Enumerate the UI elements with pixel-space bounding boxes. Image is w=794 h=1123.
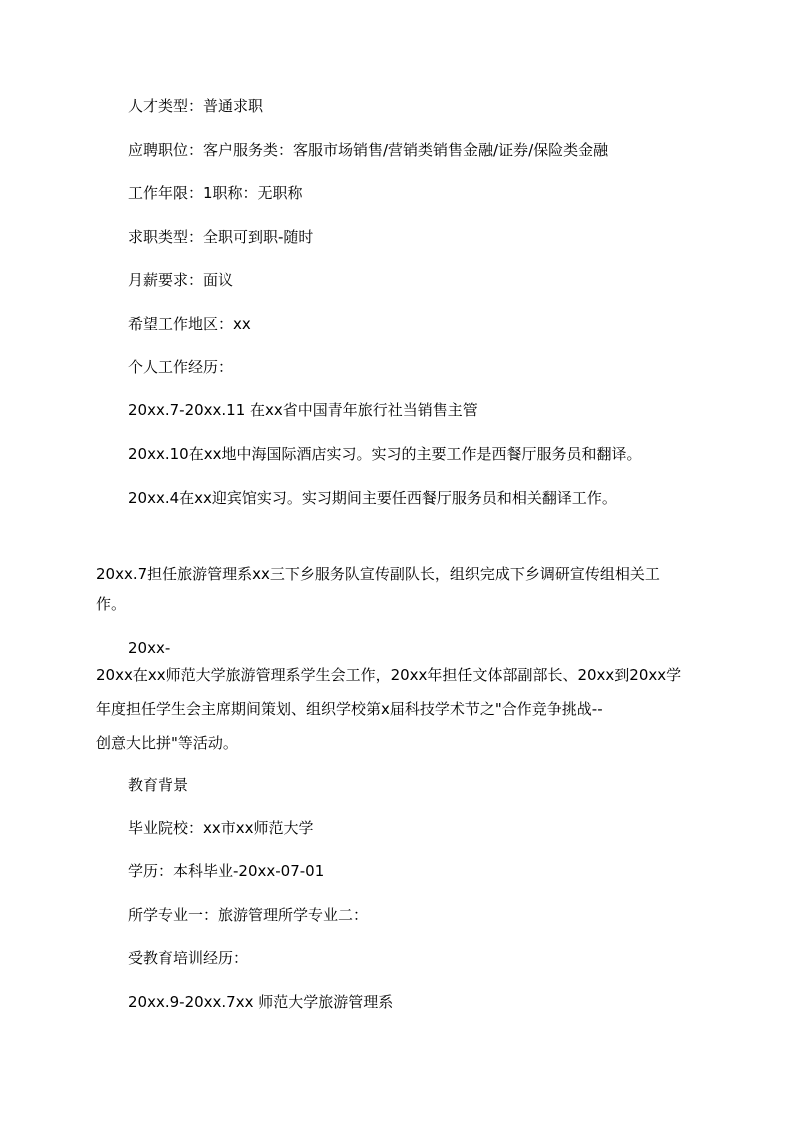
training-heading: 受教育培训经历： [128,949,249,967]
work-history-item: 20xx.7-20xx.11 在xx省中国青年旅行社当销售主管 [128,401,478,419]
activity-paragraph-line: 创意大比拼"等活动。 [96,734,238,752]
work-years-line: 工作年限：1职称：无职称 [128,184,303,202]
degree-line: 学历：本科毕业-20xx-07-01 [128,862,325,880]
work-history-item: 20xx.4在xx迎宾馆实习。实习期间主要任西餐厅服务员和相关翻译工作。 [128,489,617,507]
training-item: 20xx.9-20xx.7xx 师范大学旅游管理系 [128,993,394,1011]
education-heading: 教育背景 [128,776,189,794]
work-history-item: 20xx.10在xx地中海国际酒店实习。实习的主要工作是西餐厅服务员和翻译。 [128,445,642,463]
activity-paragraph-line: 20xx- [128,639,171,657]
activity-paragraph-line: 作。 [96,595,127,613]
activity-paragraph-line: 20xx在xx师范大学旅游管理系学生会工作，20xx年担任文体部副部长、20xx到20xx学 [96,666,682,684]
position-line: 应聘职位：客户服务类：客服市场销售/营销类销售金融/证券/保险类金融 [128,141,609,159]
activity-paragraph-line: 年度担任学生会主席期间策划、组织学校第x届科技学术节之"合作竞争挑战-- [96,700,603,718]
job-type-line: 求职类型：全职可到职-随时 [128,228,314,246]
activity-paragraph-line: 20xx.7担任旅游管理系xx三下乡服务队宣传副队长，组织完成下乡调研宣传组相关工 [96,565,660,583]
salary-line: 月薪要求：面议 [128,271,234,289]
major-line: 所学专业一：旅游管理所学专业二： [128,906,369,924]
region-line: 希望工作地区：xx [128,315,251,333]
work-history-heading: 个人工作经历： [128,358,234,376]
school-line: 毕业院校：xx市xx师范大学 [128,819,314,837]
talent-type-line: 人才类型：普通求职 [128,97,264,115]
